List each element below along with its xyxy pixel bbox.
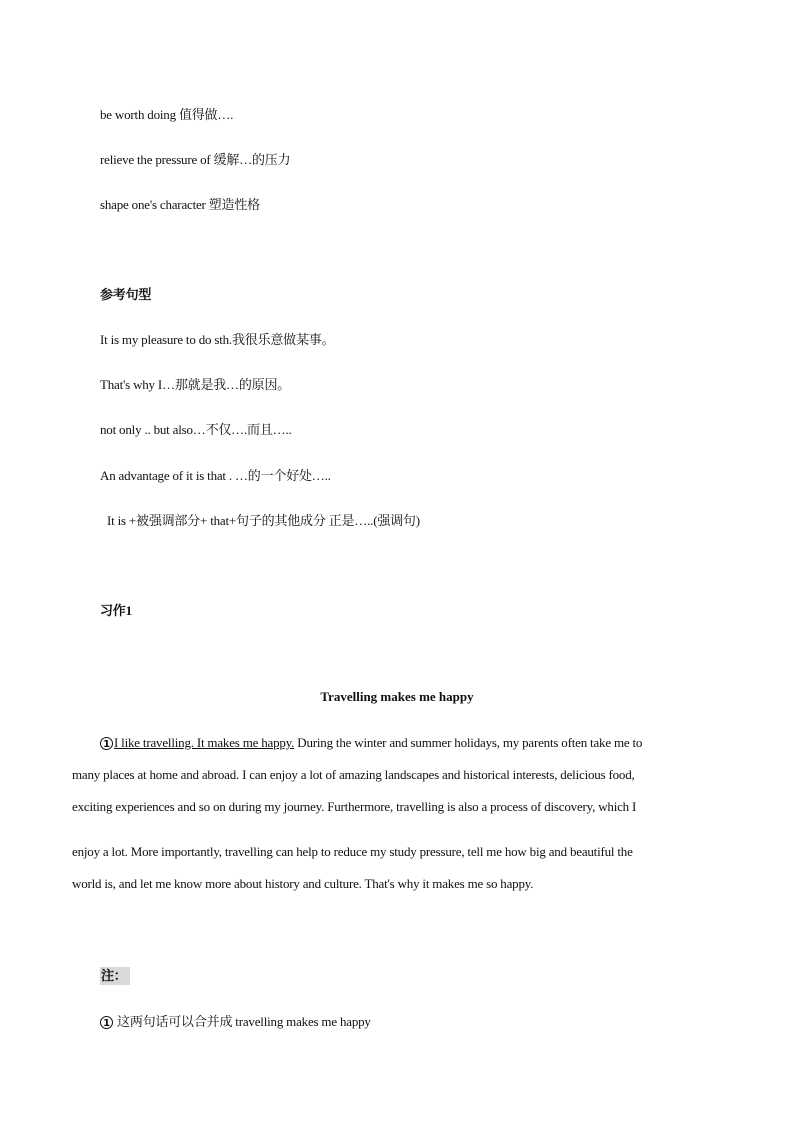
pattern-line: not only .. but also…不仅….而且….. <box>100 422 292 437</box>
phrase-line: shape one's character 塑造性格 <box>100 197 260 212</box>
note-line <box>100 1011 371 1030</box>
essay-line: many places at home and abroad. I can enjoy a lot of amazing landscapes and historical interests, delicious food, <box>72 767 635 782</box>
notes-label: 注： <box>100 967 130 985</box>
essay-line <box>100 735 740 751</box>
notes-heading <box>100 965 130 984</box>
essay-line: world is, and let me know more about history and culture. That's why it makes me so happy. <box>72 876 534 891</box>
essay-heading: 习作1 <box>100 603 132 618</box>
circled-number-1-icon: 1 <box>100 737 113 750</box>
essay-line: exciting experiences and so on during my journey. Furthermore, travelling is also a process of discovery, which I <box>72 799 637 814</box>
patterns-heading: 参考句型 <box>100 287 152 302</box>
essay-line-text: During the winter and summer holidays, my parents often take me to <box>294 735 643 750</box>
essay-title: Travelling makes me happy <box>320 689 474 704</box>
essay-line: enjoy a lot. More importantly, travelling can help to reduce my study pressure, tell me how big and beautiful the <box>72 844 633 859</box>
underlined-sentence: I like travelling. It makes me happy. <box>114 735 295 750</box>
pattern-line: It is +被强调部分+ that+句子的其他成分 正是…..(强调句) <box>107 513 420 528</box>
circled-number-1-icon: 1 <box>100 1016 113 1029</box>
pattern-line: It is my pleasure to do sth.我很乐意做某事。 <box>100 332 335 347</box>
pattern-line: An advantage of it is that . …的一个好处….. <box>100 468 331 483</box>
phrase-line: be worth doing 值得做…. <box>100 107 234 122</box>
pattern-line: That's why I…那就是我…的原因。 <box>100 377 291 392</box>
phrase-line: relieve the pressure of 缓解…的压力 <box>100 152 291 167</box>
note-text: 这两句话可以合并成 travelling makes me happy <box>114 1014 371 1029</box>
